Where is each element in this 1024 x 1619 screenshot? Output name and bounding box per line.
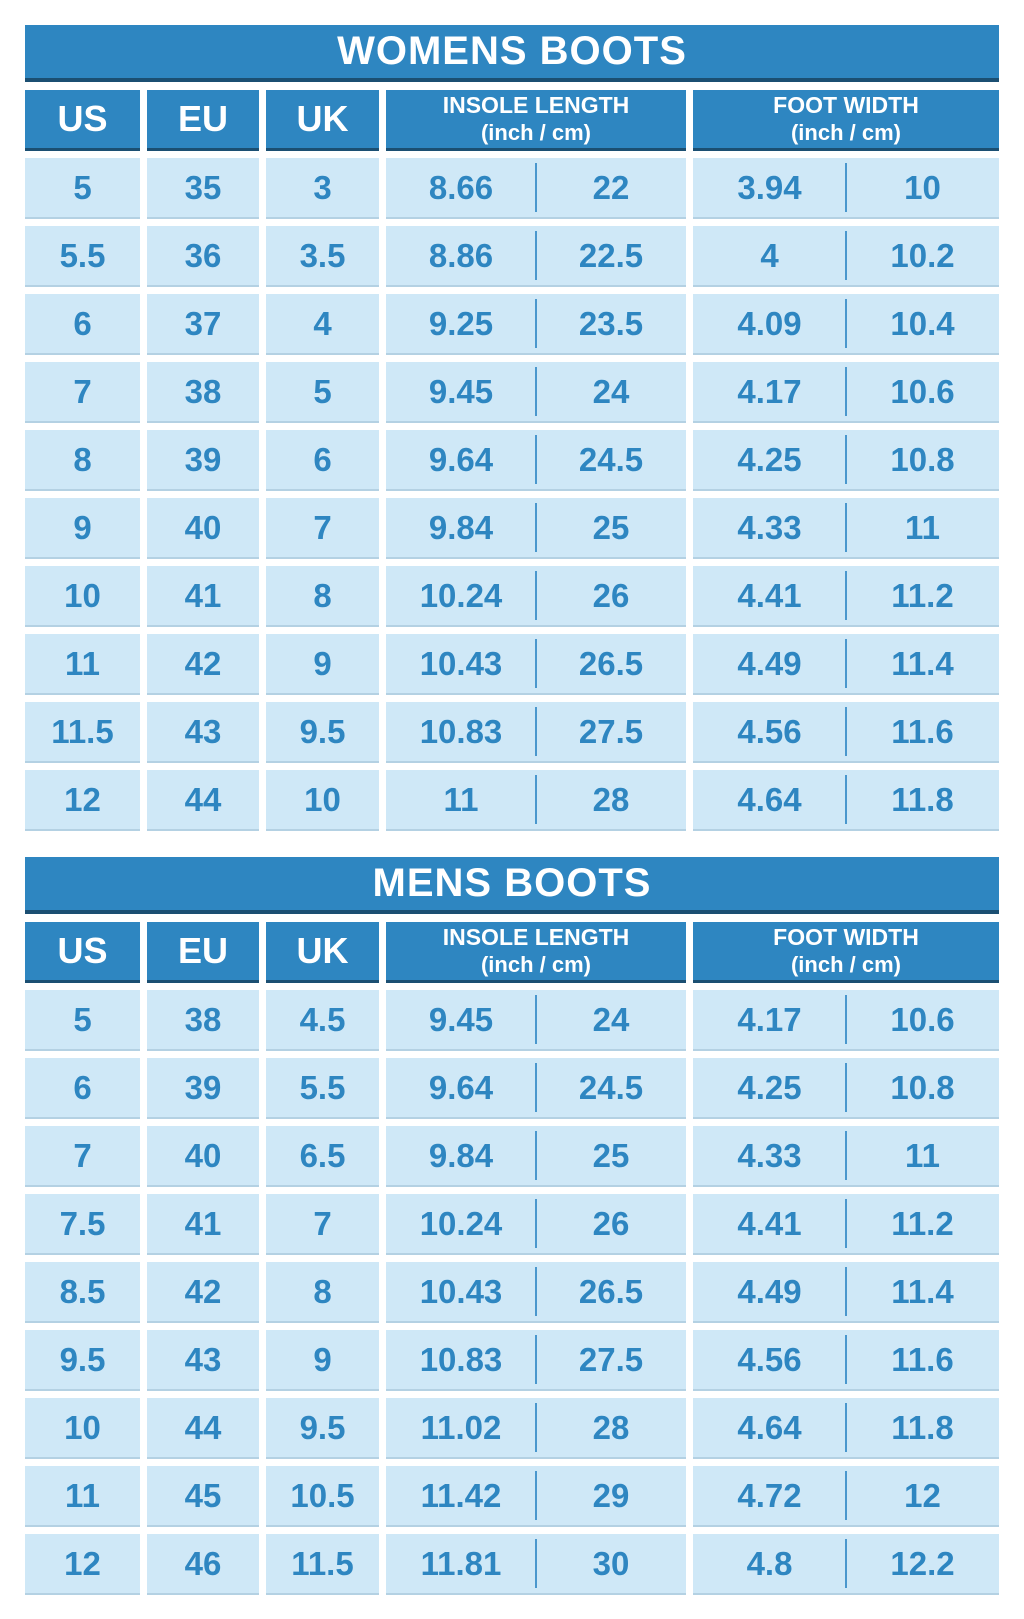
insole-length-unit: (inch / cm) — [480, 951, 591, 977]
divider-line — [535, 571, 537, 619]
insole-cm-value: 28 — [592, 780, 630, 818]
insole-inch-value: 11.02 — [420, 1408, 502, 1446]
foot-width-inch-value: 4.72 — [737, 1476, 802, 1514]
table-row — [25, 990, 999, 1051]
divider-line — [845, 1267, 847, 1315]
cell-eu-size: 37 — [147, 294, 259, 355]
col-header-foot-width — [693, 922, 999, 983]
cell-uk-size: 11.5 — [266, 1534, 379, 1595]
insole-cm-value: 28 — [592, 1408, 630, 1446]
foot-width-inch-value: 3.94 — [737, 168, 802, 206]
divider-line — [845, 367, 847, 415]
divider-line — [845, 163, 847, 211]
cell-eu-size: 44 — [147, 770, 259, 831]
foot-width-inch-value: 4.25 — [737, 1068, 802, 1106]
cell-uk-size: 8 — [266, 1262, 379, 1323]
cell-insole-length — [386, 498, 686, 559]
col-header-us: US — [25, 90, 140, 151]
table-row — [25, 1398, 999, 1459]
cell-eu-size: 42 — [147, 1262, 259, 1323]
divider-line — [535, 299, 537, 347]
divider-line — [535, 995, 537, 1043]
cell-foot-width — [693, 1262, 999, 1323]
insole-cm-value: 23.5 — [578, 304, 644, 342]
col-header-insole-length — [386, 922, 686, 983]
womens-table-title — [25, 25, 999, 82]
cell-eu-size: 38 — [147, 990, 259, 1051]
foot-width-inch-value: 4.33 — [737, 508, 802, 546]
cell-uk-size: 3 — [266, 158, 379, 219]
cell-us-size: 7 — [25, 1126, 140, 1187]
cell-us-size: 7 — [25, 362, 140, 423]
foot-width-inch-value: 4.09 — [737, 304, 802, 342]
divider-line — [535, 1199, 537, 1247]
divider-line — [535, 1335, 537, 1383]
divider-line — [535, 503, 537, 551]
insole-inch-value: 10.24 — [419, 1204, 503, 1242]
foot-width-label: FOOT WIDTH — [773, 924, 919, 950]
foot-width-unit: (inch / cm) — [790, 119, 901, 145]
cell-insole-length — [386, 1398, 686, 1459]
divider-line — [535, 1471, 537, 1519]
foot-width-cm-value: 11.6 — [891, 1340, 954, 1378]
table-row — [25, 498, 999, 559]
insole-length-label: INSOLE LENGTH — [442, 92, 630, 118]
insole-inch-value: 10.24 — [419, 576, 503, 614]
cell-us-size: 9 — [25, 498, 140, 559]
divider-line — [845, 299, 847, 347]
insole-length-unit: (inch / cm) — [480, 119, 591, 145]
cell-foot-width — [693, 1194, 999, 1255]
insole-inch-value: 9.64 — [428, 440, 494, 478]
foot-width-inch-value: 4.17 — [737, 1000, 802, 1038]
foot-width-inch-value: 4.17 — [737, 372, 802, 410]
table-row — [25, 770, 999, 831]
foot-width-cm-value: 11.4 — [891, 644, 954, 682]
cell-insole-length — [386, 1194, 686, 1255]
mens-table-rows — [25, 990, 999, 1595]
cell-eu-size: 36 — [147, 226, 259, 287]
insole-cm-value: 25 — [592, 508, 630, 546]
foot-width-inch-value: 4.41 — [737, 1204, 802, 1242]
cell-insole-length — [386, 1262, 686, 1323]
cell-uk-size: 9 — [266, 634, 379, 695]
cell-eu-size: 39 — [147, 430, 259, 491]
insole-inch-value: 10.43 — [419, 1272, 503, 1310]
divider-line — [845, 1539, 847, 1587]
cell-us-size: 12 — [25, 770, 140, 831]
cell-insole-length — [386, 566, 686, 627]
cell-eu-size: 43 — [147, 702, 259, 763]
foot-width-cm-value: 10.4 — [890, 304, 955, 342]
cell-insole-length — [386, 1330, 686, 1391]
divider-line — [845, 1335, 847, 1383]
cell-foot-width — [693, 566, 999, 627]
cell-uk-size: 6 — [266, 430, 379, 491]
cell-foot-width — [693, 1534, 999, 1595]
foot-width-inch-value: 4.64 — [737, 1408, 802, 1446]
cell-us-size: 8 — [25, 430, 140, 491]
divider-line — [535, 1403, 537, 1451]
cell-foot-width — [693, 702, 999, 763]
foot-width-cm-value: 11.6 — [891, 712, 954, 750]
insole-inch-value: 8.86 — [428, 236, 494, 274]
divider-line — [845, 503, 847, 551]
cell-foot-width — [693, 430, 999, 491]
cell-insole-length — [386, 430, 686, 491]
womens-table-rows — [25, 158, 999, 831]
insole-cm-value: 27.5 — [578, 712, 644, 750]
insole-cm-value: 25 — [592, 1136, 630, 1174]
mens-header-row — [25, 922, 999, 983]
table-row — [25, 1466, 999, 1527]
cell-eu-size: 38 — [147, 362, 259, 423]
insole-cm-value: 26 — [592, 576, 630, 614]
foot-width-cm-value: 11.8 — [891, 780, 954, 818]
cell-insole-length — [386, 294, 686, 355]
cell-eu-size: 41 — [147, 566, 259, 627]
table-row — [25, 702, 999, 763]
cell-uk-size: 9.5 — [266, 702, 379, 763]
cell-us-size: 11.5 — [25, 702, 140, 763]
foot-width-cm-value: 11.2 — [891, 1204, 954, 1242]
foot-width-inch-value: 4 — [760, 236, 779, 274]
cell-us-size: 5.5 — [25, 226, 140, 287]
mens-table-title-text: MENS BOOTS — [372, 861, 652, 905]
cell-us-size: 10 — [25, 566, 140, 627]
insole-inch-value: 10.83 — [419, 1340, 503, 1378]
cell-us-size: 8.5 — [25, 1262, 140, 1323]
foot-width-cm-value: 11 — [905, 1136, 940, 1174]
cell-uk-size: 4 — [266, 294, 379, 355]
cell-uk-size: 10 — [266, 770, 379, 831]
foot-width-inch-value: 4.8 — [746, 1544, 793, 1582]
table-row — [25, 1194, 999, 1255]
col-header-uk: UK — [266, 922, 379, 983]
col-header-us: US — [25, 922, 140, 983]
cell-uk-size: 5 — [266, 362, 379, 423]
foot-width-cm-value: 10.6 — [890, 372, 955, 410]
table-row — [25, 158, 999, 219]
foot-width-cm-value: 10.2 — [890, 236, 955, 274]
divider-line — [535, 639, 537, 687]
insole-inch-value: 10.83 — [419, 712, 503, 750]
table-row — [25, 362, 999, 423]
divider-line — [535, 775, 537, 823]
cell-foot-width — [693, 362, 999, 423]
cell-eu-size: 39 — [147, 1058, 259, 1119]
divider-line — [535, 1539, 537, 1587]
cell-insole-length — [386, 634, 686, 695]
cell-foot-width — [693, 770, 999, 831]
foot-width-cm-value: 11.4 — [891, 1272, 954, 1310]
divider-line — [845, 571, 847, 619]
foot-width-cm-value: 11.8 — [891, 1408, 954, 1446]
col-header-foot-width — [693, 90, 999, 151]
insole-inch-value: 11 — [443, 780, 479, 818]
foot-width-inch-value: 4.41 — [737, 576, 802, 614]
cell-foot-width — [693, 158, 999, 219]
foot-width-cm-value: 12.2 — [890, 1544, 955, 1582]
cell-insole-length — [386, 990, 686, 1051]
insole-cm-value: 22 — [592, 168, 630, 206]
table-row — [25, 566, 999, 627]
cell-eu-size: 42 — [147, 634, 259, 695]
cell-insole-length — [386, 1058, 686, 1119]
cell-foot-width — [693, 634, 999, 695]
cell-foot-width — [693, 1126, 999, 1187]
cell-foot-width — [693, 498, 999, 559]
col-header-eu: EU — [147, 922, 259, 983]
cell-eu-size: 46 — [147, 1534, 259, 1595]
foot-width-cm-value: 10.6 — [890, 1000, 955, 1038]
insole-inch-value: 10.43 — [419, 644, 503, 682]
foot-width-cm-value: 12 — [904, 1476, 941, 1514]
cell-uk-size: 8 — [266, 566, 379, 627]
insole-cm-value: 26.5 — [578, 1272, 644, 1310]
cell-uk-size: 9.5 — [266, 1398, 379, 1459]
cell-uk-size: 4.5 — [266, 990, 379, 1051]
cell-insole-length — [386, 158, 686, 219]
cell-eu-size: 41 — [147, 1194, 259, 1255]
divider-line — [535, 367, 537, 415]
table-row — [25, 1058, 999, 1119]
cell-us-size: 10 — [25, 1398, 140, 1459]
insole-inch-value: 9.84 — [428, 508, 494, 546]
table-row — [25, 294, 999, 355]
foot-width-cm-value: 10.8 — [890, 1068, 955, 1106]
cell-uk-size: 7 — [266, 498, 379, 559]
divider-line — [535, 1063, 537, 1111]
cell-us-size: 12 — [25, 1534, 140, 1595]
table-row — [25, 634, 999, 695]
insole-cm-value: 26.5 — [578, 644, 644, 682]
cell-insole-length — [386, 770, 686, 831]
cell-foot-width — [693, 294, 999, 355]
foot-width-inch-value: 4.49 — [737, 1272, 802, 1310]
divider-line — [535, 435, 537, 483]
foot-width-unit: (inch / cm) — [790, 951, 901, 977]
cell-insole-length — [386, 362, 686, 423]
cell-insole-length — [386, 1126, 686, 1187]
insole-inch-value: 9.25 — [428, 304, 494, 342]
cell-insole-length — [386, 226, 686, 287]
cell-foot-width — [693, 1330, 999, 1391]
cell-us-size: 11 — [25, 1466, 140, 1527]
insole-inch-value: 9.45 — [428, 1000, 494, 1038]
table-row — [25, 1126, 999, 1187]
cell-us-size: 5 — [25, 158, 140, 219]
foot-width-inch-value: 4.56 — [737, 1340, 802, 1378]
mens-table-title — [25, 857, 999, 914]
divider-line — [845, 1471, 847, 1519]
womens-table-title-text: WOMENS BOOTS — [337, 29, 687, 73]
table-row — [25, 1534, 999, 1595]
divider-line — [845, 1199, 847, 1247]
foot-width-cm-value: 10.8 — [890, 440, 955, 478]
insole-cm-value: 22.5 — [578, 236, 644, 274]
cell-us-size: 11 — [25, 634, 140, 695]
foot-width-inch-value: 4.25 — [737, 440, 802, 478]
divider-line — [845, 435, 847, 483]
table-row — [25, 226, 999, 287]
insole-cm-value: 30 — [592, 1544, 630, 1582]
divider-line — [845, 1403, 847, 1451]
insole-inch-value: 11.42 — [420, 1476, 502, 1514]
cell-us-size: 7.5 — [25, 1194, 140, 1255]
cell-eu-size: 40 — [147, 498, 259, 559]
cell-eu-size: 35 — [147, 158, 259, 219]
col-header-insole-length — [386, 90, 686, 151]
size-table-womens — [25, 25, 999, 831]
cell-uk-size: 9 — [266, 1330, 379, 1391]
cell-foot-width — [693, 990, 999, 1051]
divider-line — [845, 1063, 847, 1111]
foot-width-inch-value: 4.64 — [737, 780, 802, 818]
divider-line — [535, 1267, 537, 1315]
cell-foot-width — [693, 1398, 999, 1459]
cell-uk-size: 7 — [266, 1194, 379, 1255]
table-row — [25, 430, 999, 491]
divider-line — [845, 1131, 847, 1179]
foot-width-cm-value: 11.2 — [891, 576, 954, 614]
divider-line — [845, 775, 847, 823]
cell-eu-size: 40 — [147, 1126, 259, 1187]
foot-width-inch-value: 4.33 — [737, 1136, 802, 1174]
insole-cm-value: 24.5 — [578, 440, 644, 478]
insole-inch-value: 9.84 — [428, 1136, 494, 1174]
divider-line — [845, 995, 847, 1043]
insole-cm-value: 27.5 — [578, 1340, 644, 1378]
cell-us-size: 6 — [25, 1058, 140, 1119]
divider-line — [535, 163, 537, 211]
foot-width-label: FOOT WIDTH — [773, 92, 919, 118]
col-header-eu: EU — [147, 90, 259, 151]
cell-uk-size: 6.5 — [266, 1126, 379, 1187]
cell-us-size: 9.5 — [25, 1330, 140, 1391]
insole-inch-value: 9.64 — [428, 1068, 494, 1106]
insole-cm-value: 24.5 — [578, 1068, 644, 1106]
cell-insole-length — [386, 1466, 686, 1527]
cell-uk-size: 5.5 — [266, 1058, 379, 1119]
cell-us-size: 6 — [25, 294, 140, 355]
cell-insole-length — [386, 702, 686, 763]
divider-line — [535, 1131, 537, 1179]
foot-width-cm-value: 10 — [904, 168, 941, 206]
foot-width-inch-value: 4.56 — [737, 712, 802, 750]
size-table-mens — [25, 857, 999, 1595]
table-row — [25, 1262, 999, 1323]
insole-inch-value: 8.66 — [428, 168, 494, 206]
cell-uk-size: 10.5 — [266, 1466, 379, 1527]
womens-header-row — [25, 90, 999, 151]
cell-foot-width — [693, 1058, 999, 1119]
cell-eu-size: 43 — [147, 1330, 259, 1391]
foot-width-cm-value: 11 — [905, 508, 940, 546]
insole-inch-value: 11.81 — [420, 1544, 502, 1582]
cell-us-size: 5 — [25, 990, 140, 1051]
divider-line — [845, 707, 847, 755]
table-row — [25, 1330, 999, 1391]
insole-cm-value: 24 — [592, 1000, 630, 1038]
foot-width-inch-value: 4.49 — [737, 644, 802, 682]
divider-line — [535, 707, 537, 755]
cell-foot-width — [693, 1466, 999, 1527]
col-header-uk: UK — [266, 90, 379, 151]
insole-cm-value: 29 — [592, 1476, 630, 1514]
insole-length-label: INSOLE LENGTH — [442, 924, 630, 950]
divider-line — [845, 231, 847, 279]
cell-eu-size: 45 — [147, 1466, 259, 1527]
cell-uk-size: 3.5 — [266, 226, 379, 287]
divider-line — [535, 231, 537, 279]
divider-line — [845, 639, 847, 687]
insole-cm-value: 26 — [592, 1204, 630, 1242]
cell-foot-width — [693, 226, 999, 287]
insole-cm-value: 24 — [592, 372, 630, 410]
cell-insole-length — [386, 1534, 686, 1595]
cell-eu-size: 44 — [147, 1398, 259, 1459]
insole-inch-value: 9.45 — [428, 372, 494, 410]
